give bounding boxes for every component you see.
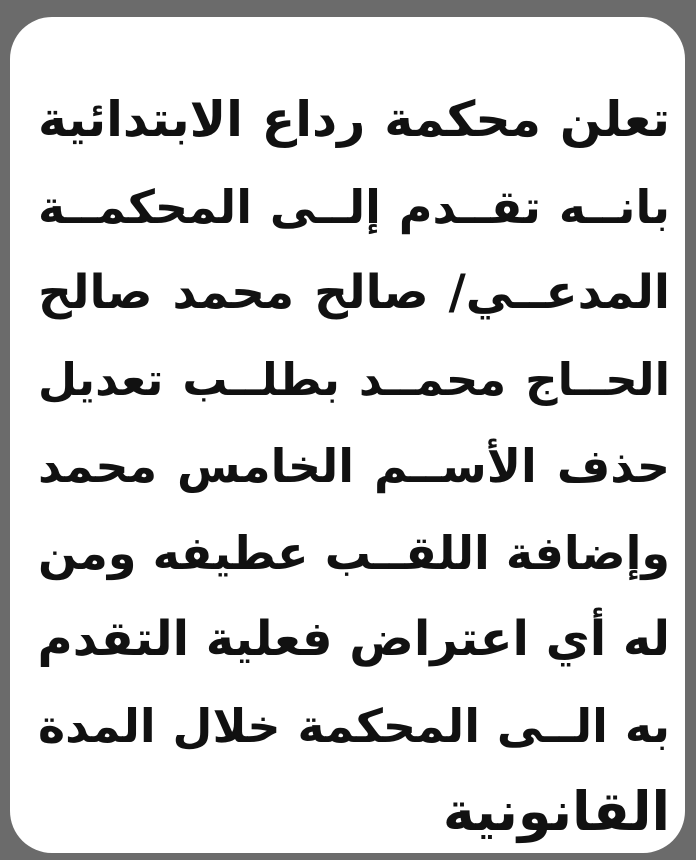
notice-line-7: له أي اعتراض فعلية التقدم [37,611,670,667]
notice-line-8: به الــى المحكمة خلال المدة [38,698,670,753]
notice-line-6: وإضافة اللقــب عطيفه ومن [38,525,670,580]
notice-line-2: بانــه تقــدم إلــى المحكمــة [38,179,670,234]
notice-line-1: تعلن محكمة رداع الابتدائية [38,91,670,148]
notice-line-9: القانونية [442,780,670,843]
court-notice-text [38,77,670,853]
notice-line-3: المدعــي/ صالح محمد صالح [38,265,670,320]
notice-line-4: الحــاج محمــد بطلــب تعديل [38,352,670,406]
notice-card [10,17,685,853]
notice-line-5: حذف الأســم الخامس محمد [38,439,670,493]
